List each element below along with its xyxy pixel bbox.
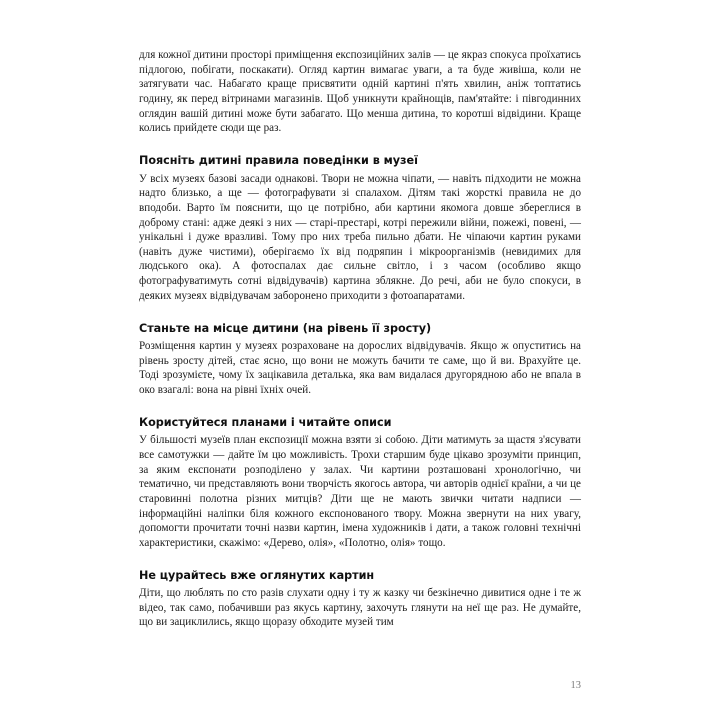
page-number: 13 bbox=[570, 680, 581, 691]
section-heading-revisit-paintings: Не цурайтесь вже оглянутих картин bbox=[139, 569, 375, 582]
section-paragraph-use-plans: У більшості музеїв план експозиції можна взяти зі собою. Діти матимуть за щастя з'ясувати все самотужки — дайте їм цю можливість. Трохи старшим буде цікаво зрозуміти принцип, за яким експонати розподілено у залах. Чи картини розташовані хронологічно, чи тематично, чи представляють вони творчість якогось автора, чи авторів однієї країни, а чи це старовинні полотна різних митців? Діти ще не мають звички читати надписи — інформаційні наліпки біля кожного експонованого твору. Можна звернути на них увагу, допомогти прочитати точні назви картин, імена художників і дати, а також головні технічні характеристики, скажімо: «Дерево, олія», «Полотно, олія» тощо. bbox=[139, 434, 581, 549]
section-heading-child-eye-level: Станьте на місце дитини (на рівень її зросту) bbox=[139, 321, 432, 335]
page-content bbox=[139, 48, 581, 630]
section-heading-museum-rules: Поясніть дитині правила поведінки в музеї bbox=[139, 154, 418, 168]
section-use-plans bbox=[139, 416, 581, 550]
intro-paragraph: для кожної дитини просторі приміщення експозиційних залів — це якраз спокуса проїхатись підлогою, побігати, поскакати). Огляд картин вимагає уваги, а та буде живіша, коли не затягувати час. Набагато краще присвятити одній картині п'ять хвилин, аніж топтатись годину, як перед вітринами магазинів. Щоб уникнути крайнощів, пам'ятайте: і півгодинних оглядин вашій дитині може бути забагато. Що менша дитина, то коротші відвідини. Краще колись прийдете сюди ще раз. bbox=[139, 49, 581, 135]
section-child-eye-level bbox=[139, 322, 581, 398]
section-paragraph-museum-rules: У всіх музеях базові засади однакові. Твори не можна чіпати, — навіть підходити не можна надто близько, а ще — фотографувати зі спалахом. Дітям такі жорсткі правила не до вподоби. Варто їм пояснити, що це потрібно, аби картини якомога довше збереглися в доброму стані: адже деякі з них — старі-престарі, котрі пережили війни, пожежі, повені, — унікальні і дуже вразливі. Тому про них треба пильно дбати. Не чіпаючи картин руками (навіть дуже чистими), оберігаємо їх від подряпин і мікроорганізмів (невидимих для людського ока). А фотоспалах дає сильне світло, і з часом (особливо якщо фотографуватимуть сотні відвідувачів) картина зблякне. До речі, аби не було спокуси, в деяких музеях відвідувачам заборонено приходити з фотоапаратами. bbox=[139, 172, 581, 302]
section-revisit-paintings bbox=[139, 569, 581, 630]
section-paragraph-child-eye-level: Розміщення картин у музеях розраховане на дорослих відвідувачів. Якщо ж опуститись на рівень зросту дітей, стає ясно, що вони не можуть бачити те саме, що й ви. Врахуйте це. Тоді зрозумієте, чому їх зацікавила деталька, яка вам видалася другорядною або не впала в око взагалі: вона на рівні їхніх очей. bbox=[139, 340, 581, 396]
section-paragraph-revisit-paintings: Діти, що люблять по сто разів слухати одну і ту ж казку чи безкінечно дивитися одне і те ж відео, так само, побачивши раз якусь картину, захочуть глянути на неї ще раз. Не думайте, що ви зациклились, якщо щоразу обходите музей тим bbox=[139, 587, 581, 629]
section-museum-rules bbox=[139, 154, 581, 303]
section-heading-use-plans: Користуйтеся планами і читайте описи bbox=[139, 416, 392, 430]
